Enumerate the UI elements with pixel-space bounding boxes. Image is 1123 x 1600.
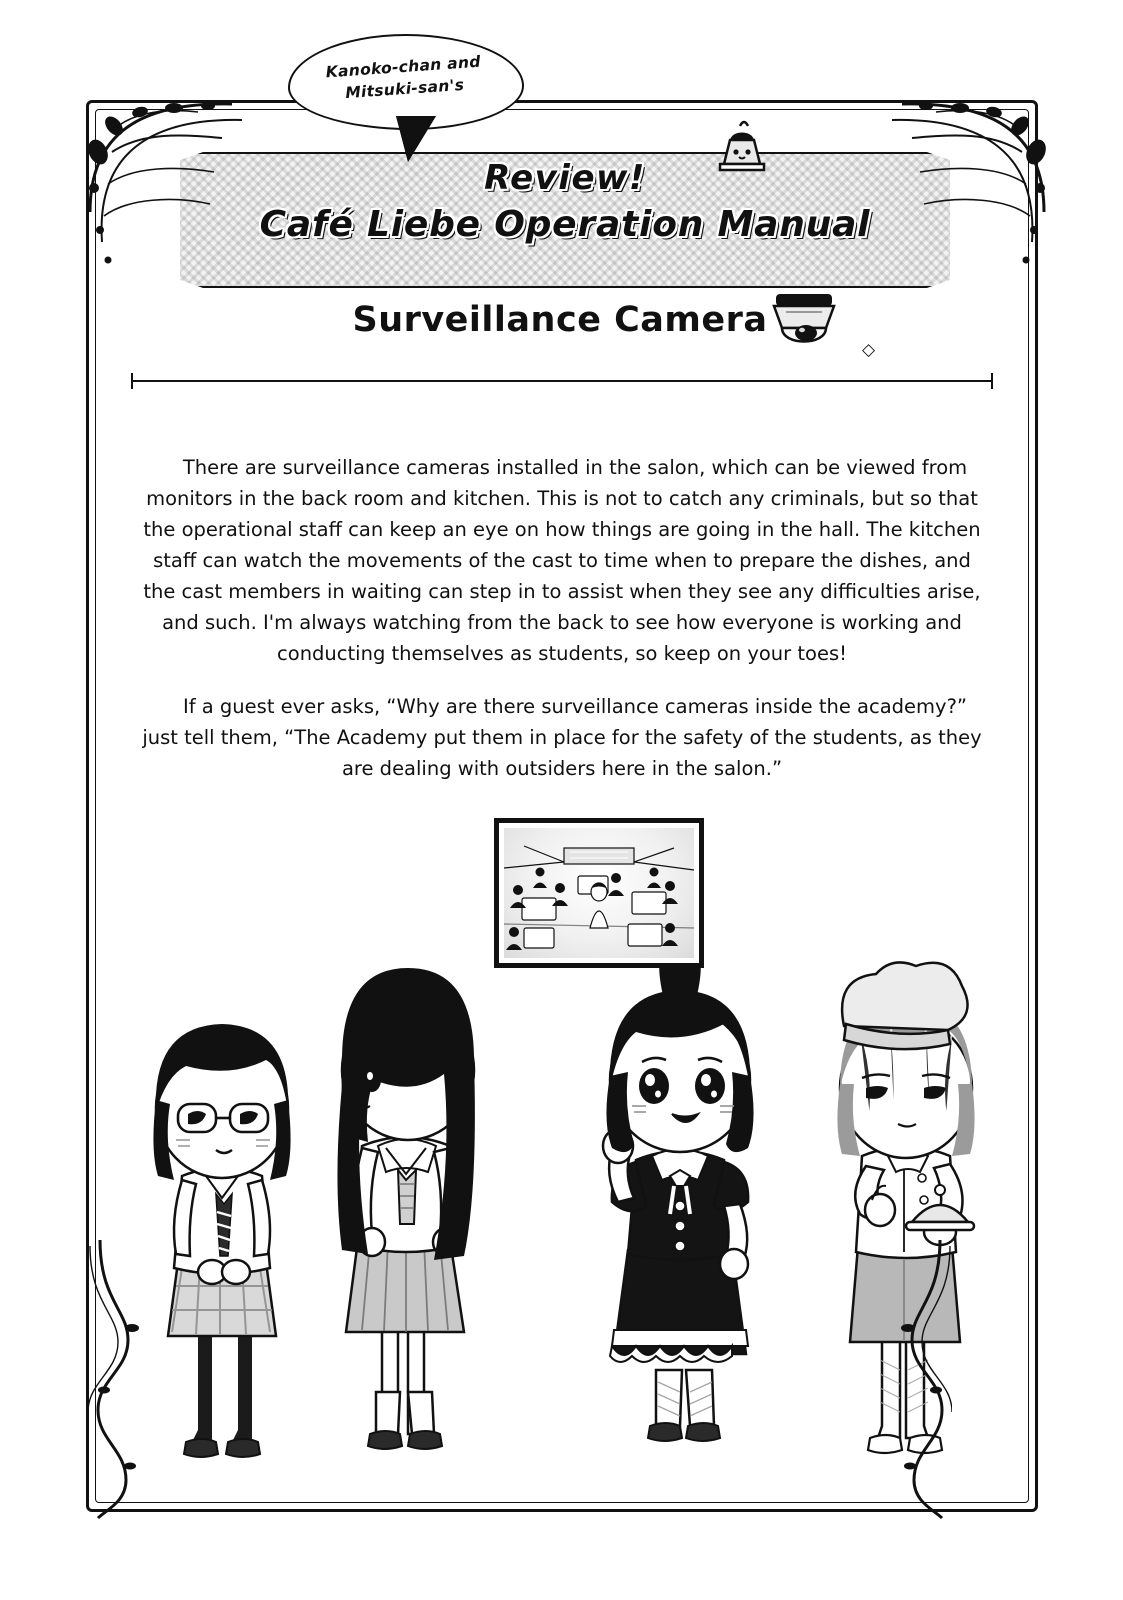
section-heading-text: Surveillance Camera — [352, 300, 768, 340]
speech-bubble-text: Kanoko-chan and Mitsuki-san's — [325, 52, 482, 103]
security-monitor-illustration — [494, 818, 704, 968]
title-banner — [180, 152, 950, 288]
character-long-black-hair-girl — [300, 940, 515, 1489]
page-title-line1: Review! — [484, 158, 646, 198]
monitor-screen — [504, 828, 694, 958]
page-title-line2: Café Liebe Operation Manual — [259, 204, 871, 245]
body-text — [140, 452, 984, 806]
section-heading — [140, 300, 980, 340]
corner-flourish-ornament-top-right — [862, 92, 1052, 296]
speech-bubble-tail — [398, 118, 434, 160]
corner-flourish-ornament-bottom-right — [872, 1240, 952, 1524]
corner-flourish-ornament-bottom-left — [88, 1240, 168, 1524]
sparkle-icon: ◇ — [862, 340, 876, 360]
dome-surveillance-camera-icon — [766, 288, 842, 362]
character-girl-with-large-hair-ribbon — [570, 950, 790, 1484]
corner-flourish-ornament-top-left — [82, 92, 272, 296]
paragraph-1: There are surveillance cameras installed in the salon, which can be viewed from monitors in the back room and kitchen. This is not to catch any criminals, but so that the operational staff can keep an eye on how things are going in the hall. The kitchen staff can watch the movements of the cast to time when to prepare the dishes, and the cast members in waiting can step in to assist when they see any difficulties arise, and such. I'm always watching from the back to see how everyone is working and conducting themselves as students, so keep on your toes! — [143, 456, 981, 665]
pudding-mascot-icon — [710, 118, 774, 184]
heading-divider — [131, 380, 993, 382]
paragraph-2: If a guest ever asks, “Why are there surveillance cameras inside the academy?” just tell them, “The Academy put them in place for the safety of the students, as they are dealing with outsiders here in the salon.” — [142, 695, 982, 780]
